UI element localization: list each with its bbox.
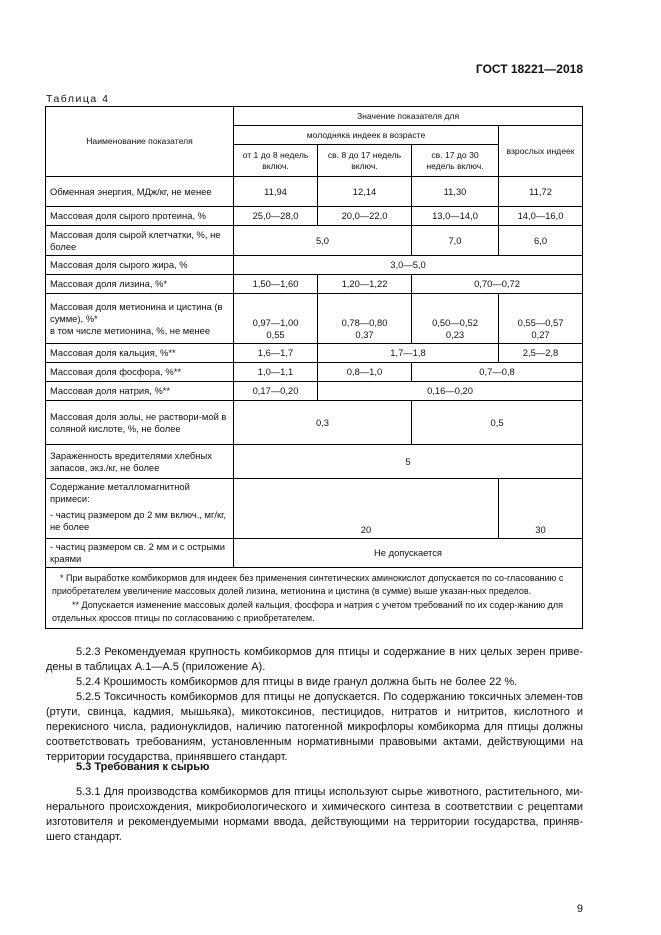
row-label: - частиц размером св. 2 мм и с острыми краями [46, 539, 234, 568]
row-label-main: Массовая доля метионина и цистина (в сумме), %* [50, 300, 223, 324]
cell: 0,5 [412, 401, 583, 445]
paragraph-5-3-1: 5.3.1 Для производства комбикормов для птицы используют сырье животного, растительного, ми-нерального происхождения, микробиологического и химического синтеза в соответствии с рецептами изготовителя и рекомендуемыми нормами ввода, действующими на территории государства, приняв-шего стандарт. [46, 786, 583, 843]
standard-number: ГОСТ 18221—2018 [475, 62, 583, 76]
cell-value: 0,50—0,52 [432, 317, 478, 328]
cell-subvalue: 0,55 [266, 329, 285, 340]
cell-value: 0,78—0,80 [341, 317, 388, 328]
cell: 3,0—5,0 [234, 256, 583, 275]
cell: Не допускается [234, 539, 583, 568]
row-label: Зараженность вредителями хлебных запасов, экз./кг, не более [46, 445, 234, 479]
cell [318, 294, 412, 344]
cell-subvalue: 0,23 [445, 329, 465, 340]
table-row [46, 363, 583, 382]
cell: 1,6—1,7 [234, 344, 318, 363]
header-age-1: от 1 до 8 недель включ. [234, 145, 318, 177]
cell-subvalue: 0,37 [355, 329, 374, 340]
row-label-sub: в том числе метионина, %, не менее [50, 324, 211, 336]
table-row [46, 479, 583, 539]
row-label: Массовая доля сырого протеина, % [46, 207, 234, 226]
cell: 6,0 [499, 226, 583, 256]
row-label: Массовая доля золы, не раствори-мой в соляной кислоте, %, не более [46, 401, 234, 445]
row-label [46, 294, 234, 344]
table-row [46, 207, 583, 226]
cell: 13,0—14,0 [412, 207, 499, 226]
header-adult: взрослых индеек [499, 126, 583, 177]
cell: 20,0—22,0 [318, 207, 412, 226]
table-row [46, 226, 583, 256]
table-row [46, 177, 583, 207]
table-row [46, 382, 583, 401]
paragraph-5-2-3: 5.2.3 Рекомендуемая крупность комбикормов для птицы и содержание в них целых зерен приве-дены в таблицах А.1—А.5 (приложение А). [46, 646, 583, 673]
footnote-2: ** Допускается изменение массовых долей кальция, фосфора и натрия с учетом требований по их содер-жанию для отдельных кроссов птицы по согласованию с приобретателем. [52, 600, 563, 623]
row-label: Обменная энергия, МДж/кг, не менее [46, 177, 234, 207]
nutrition-table [45, 106, 583, 629]
cell: 0,70—0,72 [412, 275, 583, 294]
paragraph-5-2-4: 5.2.4 Крошимость комбикормов для птицы в виде гранул должна быть не более 22 %. [76, 676, 518, 688]
row-label: Массовая доля фосфора, %** [46, 363, 234, 382]
table-row [46, 294, 583, 344]
row-label-main: Содержание металломагнитной примеси: [50, 481, 190, 504]
cell: 0,8—1,0 [318, 363, 412, 382]
paragraph-5-2-5: 5.2.5 Токсичность комбикормов для птицы не допускается. По содержанию токсичных элемен-тов (ртути, свинца, кадмия, мышьяка), микотоксинов, пестицидов, нитратов и нитритов, кислотного и перекисного числа, радионуклидов, наличию патогенной микрофлоры комбикорма для птицы должны соответствовать требованиям, установленным нормативными правовыми актами, действующими на территории государства, принявшего стандарт. [46, 691, 583, 763]
cell: 7,0 [412, 226, 499, 256]
table-row [46, 275, 583, 294]
table-row [46, 401, 583, 445]
table-row [46, 344, 583, 363]
cell: 12,14 [318, 177, 412, 207]
heading-5-3: 5.3 Требования к сырью [76, 761, 210, 773]
table-row [46, 445, 583, 479]
page-number: 9 [576, 903, 583, 915]
cell: 0,16—0,20 [318, 382, 583, 401]
section-5-3 [46, 760, 583, 845]
cell: 25,0—28,0 [234, 207, 318, 226]
row-label: Массовая доля кальция, %** [46, 344, 234, 363]
cell: 1,50—1,60 [234, 275, 318, 294]
footnote-1: * При выработке комбикормов для индеек без применения синтетических аминокислот допускается по со-гласованию с приобретателем увеличение массовых долей лизина, метионина и цистина (в сумме) выше указан-ных пределов. [52, 573, 564, 596]
cell: 0,7—0,8 [412, 363, 583, 382]
cell: 1,20—1,22 [318, 275, 412, 294]
header-age-3: св. 17 до 30 недель включ. [412, 145, 499, 177]
cell [412, 294, 499, 344]
cell: 5 [234, 445, 583, 479]
row-label-sub: - частиц размером до 2 мм включ., мг/кг, не более [50, 509, 227, 532]
cell-value: 0,55—0,57 [517, 317, 564, 328]
cell [234, 294, 318, 344]
cell-value: 0,97—1,00 [252, 317, 299, 328]
cell: 1,0—1,1 [234, 363, 318, 382]
row-label: Массовая доля сырого жира, % [46, 256, 234, 275]
cell: 2,5—2,8 [499, 344, 583, 363]
cell: 11,94 [234, 177, 318, 207]
cell: 20 [234, 479, 499, 539]
table-row [46, 539, 583, 568]
header-age-2: св. 8 до 17 недель включ. [318, 145, 412, 177]
section-5-2-continued [46, 645, 583, 765]
header-value: Значение показателя для [234, 107, 583, 126]
cell-subvalue: 0,27 [531, 329, 550, 340]
table-caption: Таблица 4 [46, 93, 110, 105]
row-label: Массовая доля натрия, %** [46, 382, 234, 401]
cell: 1,7—1,8 [318, 344, 499, 363]
cell: 5,0 [234, 226, 412, 256]
table-row [46, 256, 583, 275]
cell [499, 294, 583, 344]
cell: 0,17—0,20 [234, 382, 318, 401]
cell: 11,72 [499, 177, 583, 207]
cell: 0,3 [234, 401, 412, 445]
row-label: Массовая доля сырой клетчатки, %, не более [46, 226, 234, 256]
cell: 30 [499, 479, 583, 539]
row-label [46, 479, 234, 539]
cell: 11,30 [412, 177, 499, 207]
cell: 14,0—16,0 [499, 207, 583, 226]
table-footnotes [46, 568, 583, 629]
header-young: молодняка индеек в возрасте [234, 126, 499, 145]
row-label: Массовая доля лизина, %* [46, 275, 234, 294]
header-indicator-name: Наименование показателя [46, 107, 234, 177]
footnotes-cell [46, 568, 583, 629]
